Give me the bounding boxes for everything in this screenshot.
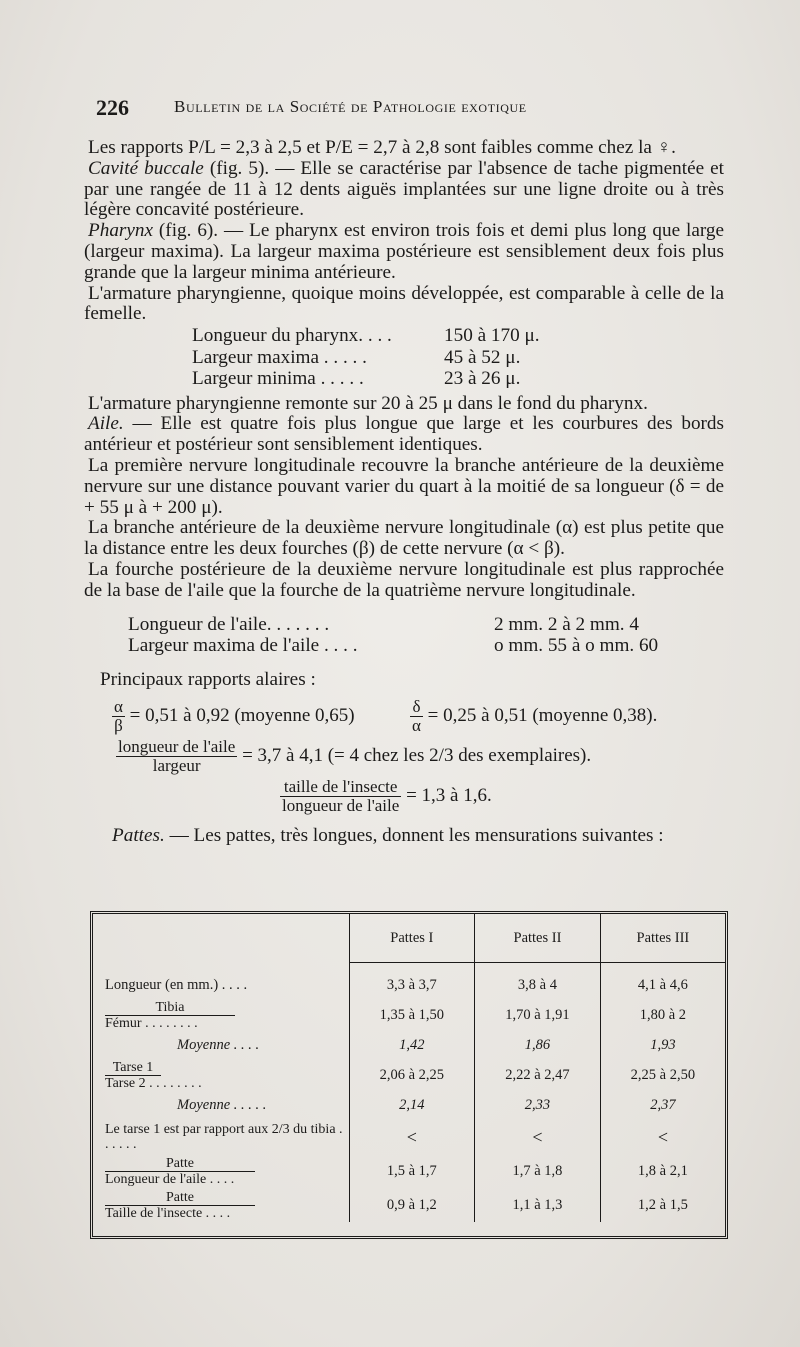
table [93,914,725,1222]
column-header: Pattes I [349,914,475,963]
cell: 4,1 à 4,6 [600,971,725,1000]
row-label [93,1188,349,1222]
measure-row [192,325,724,347]
fraction-numerator: α [114,697,123,717]
formula-value: = 1,3 à 1,6. [406,785,492,807]
measure-label: Longueur de l'aile. . . . . . . [128,613,330,635]
cell: 2,33 [475,1091,601,1120]
wing-ratio-formulas [84,692,724,816]
running-header [96,95,736,125]
column-header: Pattes II [475,914,601,963]
measure-row [192,347,724,369]
row-label-denominator: Fémur [105,1016,142,1031]
fraction-denominator: α [412,716,421,736]
row-label-dots: . . . . . . . . [149,1076,202,1091]
paragraph-armature: L'armature pharyngienne, quoique moins développée, est comparable à celle de la femelle. [84,282,724,325]
cell: 1,80 à 2 [600,1000,725,1031]
section-title-cavite: Cavité buccale [88,157,204,179]
measure-label: Largeur maxima de l'aile . . . . [128,634,358,656]
measure-row [128,635,724,656]
measure-value: 23 à 26 μ. [444,368,521,390]
row-label-dots: . . . . . . . . [145,1016,198,1031]
paragraph-pharynx [84,221,724,283]
row-label-dots: . . . . [209,1171,235,1187]
measure-value: 2 mm. 2 à 2 mm. 4 [494,613,639,635]
cell: < [475,1120,601,1154]
cell: 1,86 [475,1031,601,1060]
table-row [93,1188,725,1222]
section-text-pharynx: (fig. 6). — Le pharynx est environ trois fois et demi plus long que large (largeur maxima). La largeur maxima postérieure est sensiblement deux fois plus grande que la largeur minima antérieure. [84,220,724,283]
row-label [93,1154,349,1188]
formula-value: = 0,25 à 0,51 (moyenne 0,38). [427,705,658,727]
fraction [112,698,125,735]
fraction-numerator: longueur de l'aile [118,737,236,757]
cell: 3,8 à 4 [475,971,601,1000]
table-row [93,1120,725,1154]
section-title-pattes: Pattes. [112,825,165,847]
cell: 1,35 à 1,50 [349,1000,475,1031]
body-text [84,138,724,847]
row-label-denominator: Tarse 2 [105,1076,146,1091]
paragraph-pattes [108,826,724,847]
row-label-numerator: Patte [105,1190,255,1206]
row-label-numerator: Patte [105,1156,255,1172]
cell: 2,22 à 2,47 [475,1060,601,1091]
row-label [93,1060,349,1091]
formula-delta-alpha [410,698,657,735]
measure-label: Largeur maxima . . . . . [192,346,367,368]
measure-value: o mm. 55 à o mm. 60 [494,634,659,656]
cell: 2,37 [600,1091,725,1120]
cell: 1,93 [600,1031,725,1060]
row-label [93,1000,349,1031]
cell: 1,42 [349,1031,475,1060]
row-label: Le tarse 1 est par rapport aux 2/3 du tibia . . . . . . [105,1122,343,1152]
pharynx-measures [192,325,724,390]
fraction-denominator: largeur [152,756,201,776]
cell: 3,3 à 3,7 [349,971,475,1000]
paragraph-branche-anterieure: La branche antérieure de la deuxième nervure longitudinale (α) est plus petite que la distance entre les deux fourches (β) de cette nervure (α < β). [84,517,724,560]
section-text-aile: — Elle est quatre fois plus longue que large et les courbures des bords antérieur et postérieur sont sensiblement identiques. [84,413,724,456]
cell: 1,5 à 1,7 [349,1154,475,1188]
row-label-denominator: Taille de l'insecte [105,1205,203,1221]
cell: 0,9 à 1,2 [349,1188,475,1222]
row-label-numerator: Tarse 1 [105,1060,161,1076]
formula-alpha-beta [112,698,355,735]
section-title-pharynx: Pharynx [88,220,154,242]
row-label: Moyenne . . . . . [177,1097,267,1113]
paragraph-aile [84,414,724,456]
formula-taille-longueur [280,778,492,815]
fraction [410,698,423,735]
fraction-numerator: δ [410,698,423,717]
paragraph-cavite-buccale [84,159,724,221]
row-label-numerator: Tibia [105,1000,235,1016]
cell: 2,25 à 2,50 [600,1060,725,1091]
measure-value: 150 à 170 μ. [444,325,540,347]
measure-row [128,614,724,635]
table-row [93,1000,725,1031]
cell: 1,1 à 1,3 [475,1188,601,1222]
fraction [116,738,237,775]
paragraph-fourche-posterieure: La fourche postérieure de la deuxième nervure longitudinale est plus rapprochée de la base de l'aile que la fourche de la quatrième nervure longitudinale. [84,559,724,601]
page-number: 226 [96,95,129,120]
formula-value: = 3,7 à 4,1 (= 4 chez les 2/3 des exemplaires). [242,745,592,767]
paragraph-rapports: Les rapports P/L = 2,3 à 2,5 et P/E = 2,7 à 2,8 sont faibles comme chez la ♀. [88,137,676,158]
table-header-row [93,914,725,963]
section-text-cavite: (fig. 5). — Elle se caractérise par l'absence de tache pigmentée et par une rangée de 11 à 12 dents aiguës implantées sur une ligne droite ou à très légère concavité postérieure. [84,157,724,221]
wing-measures [128,614,724,656]
row-label-dots: . . . . [205,1205,231,1221]
cell: < [600,1120,725,1154]
table-separator [93,963,725,972]
measure-row [192,368,724,390]
fraction [280,778,401,815]
table-row [93,1091,725,1120]
cell: 1,8 à 2,1 [600,1154,725,1188]
measure-value: 45 à 52 μ. [444,346,521,368]
formula-longueur-largeur [116,738,591,775]
row-label-denominator: Longueur de l'aile [105,1171,207,1187]
table-header-blank [93,914,349,963]
table-row [93,1060,725,1091]
section-text-pattes: — Les pattes, très longues, donnent les mensurations suivantes : [164,825,664,847]
table-row [93,1154,725,1188]
measure-label: Longueur du pharynx. . . . [192,325,392,347]
cell: 1,2 à 1,5 [600,1188,725,1222]
paragraph-premiere-nervure: La première nervure longitudinale recouvre la branche antérieure de la deuxième nervure sur une distance pouvant varier du quart à la moitié de sa longueur (δ = de + 55 μ à + 200 μ). [84,455,724,518]
cell: 2,14 [349,1091,475,1120]
fraction-denominator: longueur de l'aile [282,796,400,816]
row-label: Longueur (en mm.) . . . . [105,977,248,993]
cell: 2,06 à 2,25 [349,1060,475,1091]
cell: 1,7 à 1,8 [475,1154,601,1188]
paragraph-armature-remonte: L'armature pharyngienne remonte sur 20 à 25 μ dans le fond du pharynx. [88,392,648,414]
measure-label: Largeur minima . . . . . [192,368,364,390]
section-title-aile: Aile. [88,413,124,435]
journal-title: Bulletin de la Société de Pathologie exotique [174,97,527,116]
cell: 1,70 à 1,91 [475,1000,601,1031]
table-row [93,1031,725,1060]
formula-value: = 0,51 à 0,92 (moyenne 0,65) [129,705,355,727]
cell: < [349,1120,475,1154]
legs-measurements-table [90,911,728,1239]
column-header: Pattes III [600,914,725,963]
fraction-denominator: β [114,716,123,736]
table-row [93,971,725,1000]
fraction-numerator: taille de l'insecte [280,778,401,797]
paragraph-rapports-alaires: Principaux rapports alaires : [100,668,316,690]
row-label: Moyenne . . . . [177,1037,260,1053]
